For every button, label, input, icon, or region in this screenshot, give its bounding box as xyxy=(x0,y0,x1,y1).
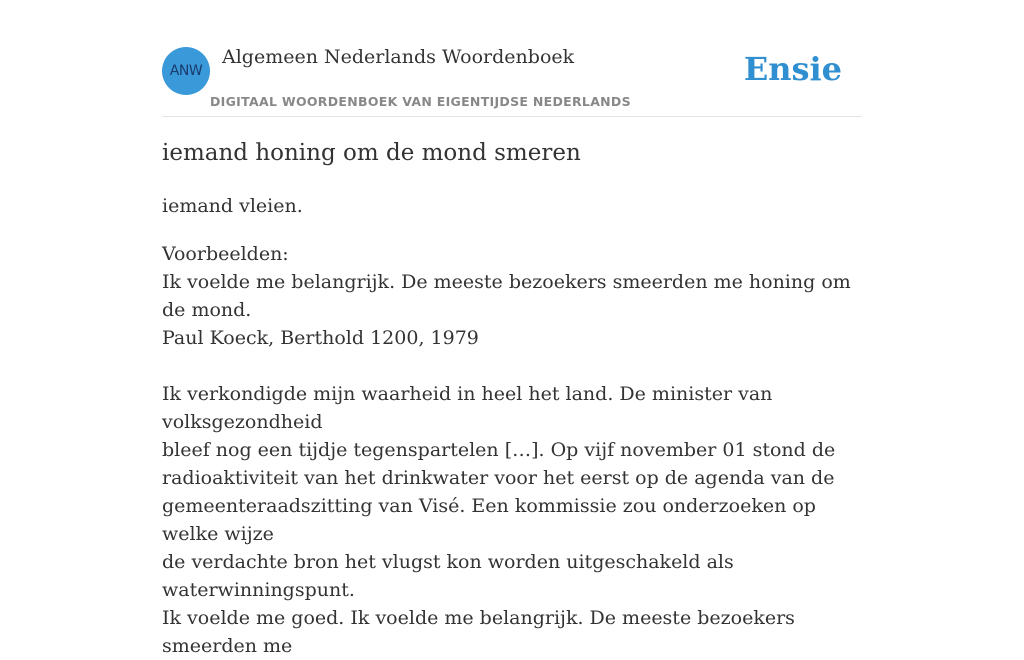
example-source: Paul Koeck, Berthold 1200, 1979 xyxy=(162,327,479,349)
example-text-line: Ik voelde me goed. Ik voelde me belangrijk. De meeste bezoekers smeerden me xyxy=(162,607,795,657)
site-header xyxy=(162,0,862,117)
entry-definition: iemand vleien. xyxy=(162,195,303,217)
site-title[interactable]: Algemeen Nederlands Woordenboek xyxy=(222,46,575,68)
page-container xyxy=(162,0,862,657)
example-text: Ik voelde me belangrijk. De meeste bezoekers smeerden me honing om de mond. xyxy=(162,271,851,321)
example-text-line: de verdachte bron het vlugst kon worden uitgeschakeld als waterwinningspunt. xyxy=(162,551,734,601)
example-text-line: gemeenteraadszitting van Visé. Een kommissie zou onderzoeken op welke wijze xyxy=(162,495,816,545)
logo-text: ANW xyxy=(169,63,203,79)
anw-logo[interactable] xyxy=(162,47,210,95)
examples-label: Voorbeelden: xyxy=(162,243,289,265)
entry-title: iemand honing om de mond smeren xyxy=(162,140,581,166)
example-text-line: Ik verkondigde mijn waarheid in heel het land. De minister van volksgezondheid xyxy=(162,383,773,433)
example-text-line: bleef nog een tijdje tegenspartelen […]. Op vijf november 01 stond de xyxy=(162,439,836,461)
example-text-line: radioaktiviteit van het drinkwater voor het eerst op de agenda van de xyxy=(162,467,835,489)
ensie-brand-link[interactable]: Ensie xyxy=(743,50,842,88)
examples-section xyxy=(162,240,862,660)
site-subtitle: DIGITAAL WOORDENBOEK VAN EIGENTIJDSE NEDERLANDS xyxy=(210,94,631,109)
